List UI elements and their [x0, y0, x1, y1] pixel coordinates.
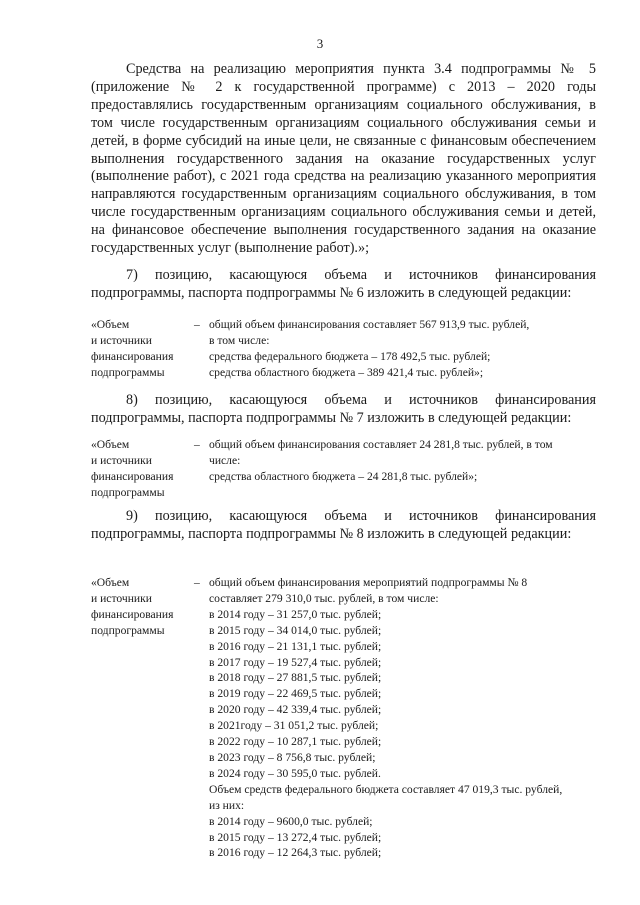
funding-line: в 2017 году – 19 527,4 тыс. рублей;	[209, 655, 382, 669]
passport-label: «Объем и источники финансирования подпрограммы	[91, 438, 174, 499]
passport-dash: –	[194, 318, 200, 331]
funding-line: в 2016 году – 21 131,1 тыс. рублей;	[209, 639, 382, 653]
funding-line: общий объем финансирования мероприятий подпрограммы № 8	[209, 576, 528, 589]
funding-line: в 2023 году – 8 756,8 тыс. рублей;	[209, 750, 376, 764]
paragraph-item-9: 9) позицию, касающуюся объема и источников финансирования подпрограммы, паспорта подпрограммы № 8 изложить в следующей редакции:	[91, 508, 596, 542]
passport-dash: –	[194, 438, 200, 451]
paragraph-subprogram-5-note: Средства на реализацию мероприятия пункта 3.4 подпрограммы № 5 (приложение № 2 к государственной программе) с 2013 – 2020 годы предоставлялись государственным организациям социального обслуживания, в том числе государственным организациям социального обслуживания семьи и детей, в форме субсидий на иные цели, не связанные с финансовым обеспечением выполнения государственного задания на оказание государственных услуг (выполнение работ), с 2021 года средства на реализацию указанного мероприятия направляются государственным организациям социального обслуживания, в том числе государственным организациям социального обслуживания семьи и детей, на финансовое обеспечение выполнения государственного задания на оказание государственных услуг (выполнение работ).»;	[91, 61, 596, 257]
funding-line: в 2014 году – 9600,0 тыс. рублей;	[209, 814, 373, 828]
funding-line: из них:	[209, 798, 245, 812]
funding-line: в 2021году – 31 051,2 тыс. рублей;	[209, 719, 379, 733]
funding-line: в 2018 году – 27 881,5 тыс. рублей;	[209, 671, 382, 685]
page-number: 3	[316, 36, 324, 51]
passport-label: «Объем и источники финансирования подпрограммы	[91, 318, 174, 379]
passport-value	[209, 575, 606, 861]
paragraph-item-7: 7) позицию, касающуюся объема и источников финансирования подпрограммы, паспорта подпрограммы № 6 изложить в следующей редакции:	[91, 267, 596, 301]
funding-line: в 2019 году – 22 469,5 тыс. рублей;	[209, 687, 382, 701]
funding-line: Объем средств федерального бюджета составляет 47 019,3 тыс. рублей,	[209, 782, 563, 796]
funding-line: в 2016 году – 12 264,3 тыс. рублей;	[209, 846, 382, 860]
funding-line: в 2022 году – 10 287,1 тыс. рублей;	[209, 735, 382, 749]
funding-line: в 2015 году – 34 014,0 тыс. рублей;	[209, 623, 382, 637]
funding-line: в 2014 году – 31 257,0 тыс. рублей;	[209, 607, 382, 621]
passport-value: общий объем финансирования составляет 567 913,9 тыс. рублей, в том числе: средства федерального бюджета – 178 492,5 тыс. рублей; средства областного бюджета – 389 421,4 тыс. рублей»;	[209, 318, 530, 379]
funding-line: в 2024 году – 30 595,0 тыс. рублей.	[209, 766, 381, 780]
funding-line: составляет 279 310,0 тыс. рублей, в том числе:	[209, 591, 439, 605]
funding-line: в 2020 году – 42 339,4 тыс. рублей;	[209, 703, 382, 717]
passport-label: «Объем и источники финансирования подпрограммы	[91, 576, 174, 637]
paragraph-item-8: 8) позицию, касающуюся объема и источников финансирования подпрограммы, паспорта подпрограммы № 7 изложить в следующей редакции:	[91, 392, 596, 426]
passport-value: общий объем финансирования составляет 24 281,8 тыс. рублей, в том числе: средства областного бюджета – 24 281,8 тыс. рублей»;	[209, 438, 553, 483]
passport-dash: –	[194, 576, 200, 589]
funding-line: в 2015 году – 13 272,4 тыс. рублей;	[209, 830, 382, 844]
